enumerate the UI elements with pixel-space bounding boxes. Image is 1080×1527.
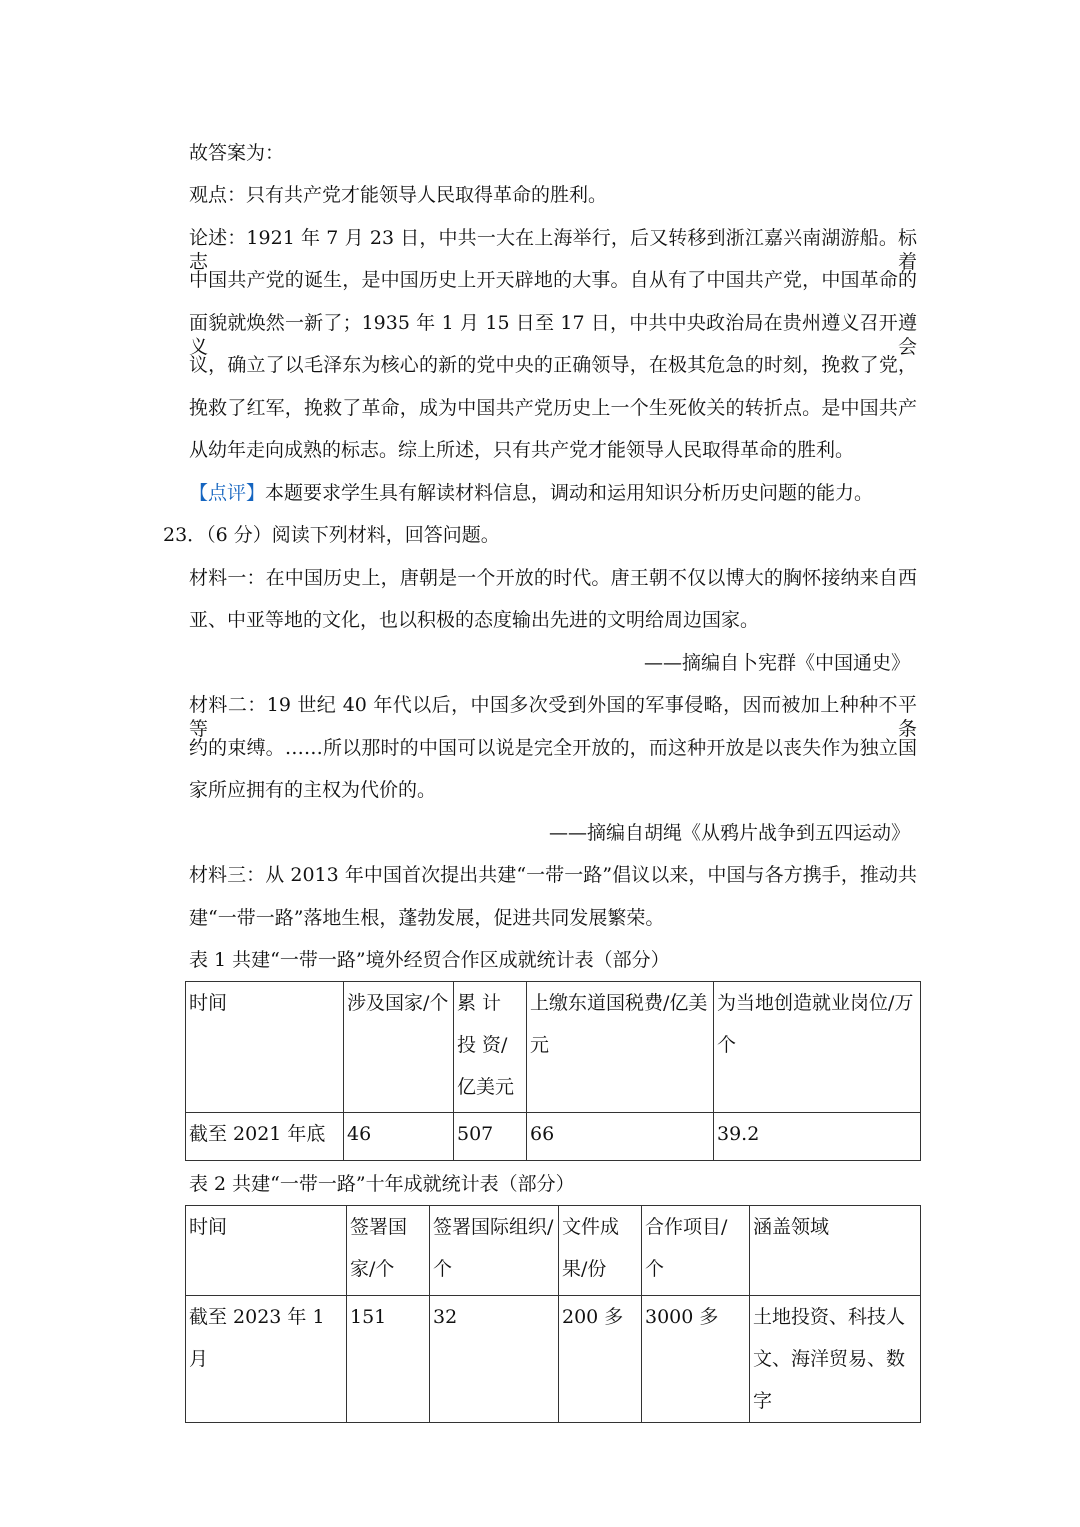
table2-header-cell: 时间 [186, 1206, 347, 1296]
argument-line: 挽救了红军，挽救了革命，成为中国共产党历史上一个生死攸关的转折点。是中国共产 [189, 397, 917, 419]
table1-cell: 39.2 [714, 1113, 921, 1161]
table2-cell: 32 [430, 1296, 559, 1423]
argument-line: 议，确立了以毛泽东为核心的新的党中央的正确领导，在极其危急的时刻，挽救了党， [189, 354, 917, 376]
comment-tag: 【点评】 [189, 482, 266, 504]
table1-cell: 46 [344, 1113, 454, 1161]
table1-data-row [186, 1113, 921, 1161]
answer-intro: 故答案为： [189, 142, 285, 164]
material1-line: 亚、中亚等地的文化，也以积极的态度输出先进的文明给周边国家。 [189, 609, 760, 631]
table2-data-row [186, 1296, 921, 1423]
table1-cell: 66 [527, 1113, 714, 1161]
table1-cell: 截至 2021 年底 [186, 1113, 344, 1161]
question-header: 23．（6 分）阅读下列材料，回答问题。 [163, 524, 500, 546]
table2-cell: 200 多 [559, 1296, 642, 1423]
material1-line: 材料一：在中国历史上，唐朝是一个开放的时代。唐王朝不仅以博大的胸怀接纳来自西 [189, 567, 917, 589]
material3-line: 建“一带一路”落地生根，蓬勃发展，促进共同发展繁荣。 [189, 907, 665, 929]
table1-header-cell: 涉及国家/个 [344, 982, 454, 1113]
material2-source: ——摘编自胡绳《从鸦片战争到五四运动》 [548, 822, 910, 844]
comment-text: 本题要求学生具有解读材料信息，调动和运用知识分析历史问题的能力。 [265, 482, 874, 504]
table2 [185, 1205, 921, 1423]
table1-header-cell: 为当地创造就业岗位/万个 [714, 982, 921, 1113]
table2-header-cell: 签署国家/个 [347, 1206, 430, 1296]
table1-header-cell: 上缴东道国税费/亿美元 [527, 982, 714, 1113]
table1-header-row [186, 982, 921, 1113]
table2-cell: 土地投资、科技人文、海洋贸易、数字 [750, 1296, 921, 1423]
answer-viewpoint: 观点：只有共产党才能领导人民取得革命的胜利。 [189, 184, 608, 206]
argument-line: 面貌就焕然一新了；1935 年 1 月 15 日至 17 日，中共中央政治局在贵州遵义召开遵义会 [189, 312, 917, 358]
material1-source: ——摘编自卜宪群《中国通史》 [643, 652, 910, 674]
table1-header-cell: 累 计 投 资/亿美元 [454, 982, 527, 1113]
table2-caption: 表 2 共建“一带一路”十年成就统计表（部分） [189, 1173, 575, 1195]
table2-cell: 151 [347, 1296, 430, 1423]
material2-line: 材料二：19 世纪 40 年代以后，中国多次受到外国的军事侵略，因而被加上种种不平等条 [189, 694, 917, 740]
argument-line: 从幼年走向成熟的标志。综上所述，只有共产党才能领导人民取得革命的胜利。 [189, 439, 855, 461]
table2-header-cell: 合作项目/个 [642, 1206, 750, 1296]
table2-cell: 3000 多 [642, 1296, 750, 1423]
table1-header-cell: 时间 [186, 982, 344, 1113]
comment [189, 481, 873, 505]
argument-line: 中国共产党的诞生，是中国历史上开天辟地的大事。自从有了中国共产党，中国革命的 [189, 269, 917, 291]
table1-caption: 表 1 共建“一带一路”境外经贸合作区成就统计表（部分） [189, 949, 670, 971]
argument-line: 论述：1921 年 7 月 23 日，中共一大在上海举行，后又转移到浙江嘉兴南湖游船。标志着 [189, 227, 917, 273]
material2-line: 家所应拥有的主权为代价的。 [189, 779, 437, 801]
table2-header-row [186, 1206, 921, 1296]
table2-header-cell: 文件成果/份 [559, 1206, 642, 1296]
table2-header-cell: 涵盖领域 [750, 1206, 921, 1296]
table1 [185, 981, 921, 1161]
table2-header-cell: 签署国际组织/个 [430, 1206, 559, 1296]
material2-line: 约的束缚。……所以那时的中国可以说是完全开放的，而这种开放是以丧失作为独立国 [189, 737, 917, 759]
table2-cell: 截至 2023 年 1 月 [186, 1296, 347, 1423]
table1-cell: 507 [454, 1113, 527, 1161]
material3-line: 材料三：从 2013 年中国首次提出共建“一带一路”倡议以来，中国与各方携手，推动共 [189, 864, 917, 886]
